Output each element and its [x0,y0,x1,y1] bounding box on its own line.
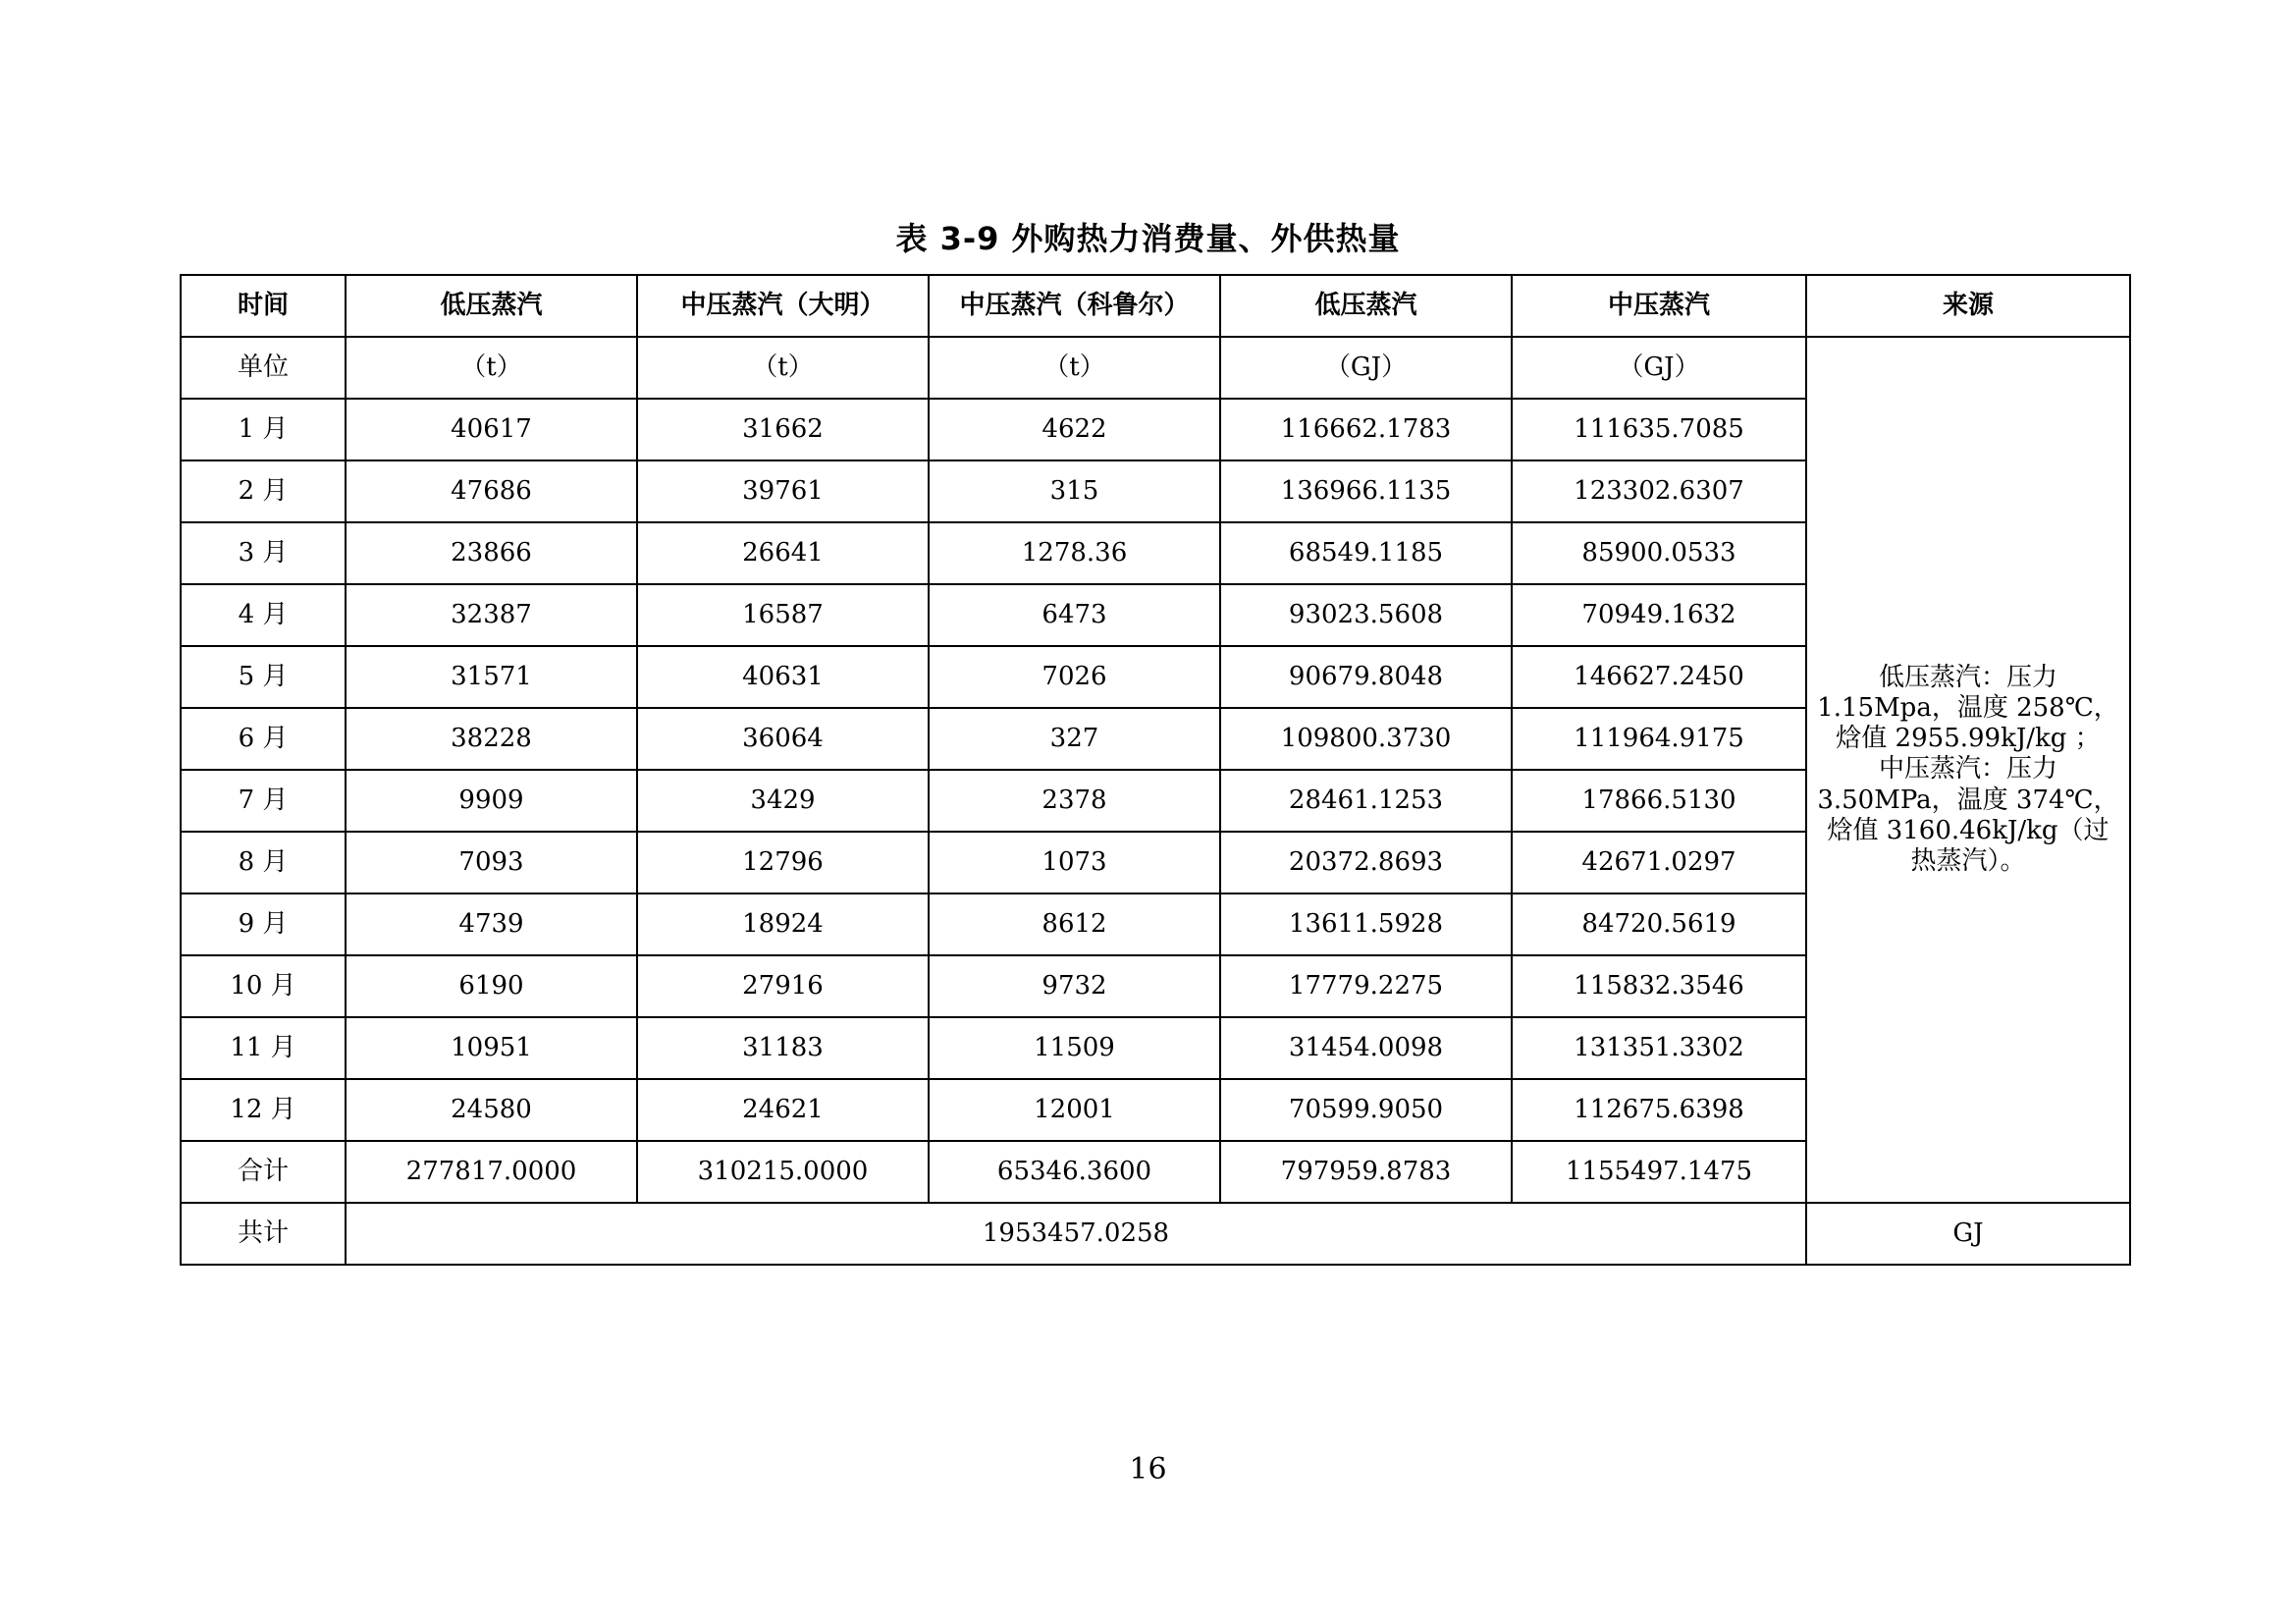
table-cell: 40617 [346,399,637,460]
unit-cell: （t） [346,337,637,399]
table-cell: 93023.5608 [1220,584,1512,646]
table-cell: 112675.6398 [1512,1079,1806,1141]
unit-cell: （t） [637,337,929,399]
table-cell: 9732 [929,955,1220,1017]
table-cell: 20372.8693 [1220,832,1512,893]
table-cell: 70949.1632 [1512,584,1806,646]
table-cell: 85900.0533 [1512,522,1806,584]
table-cell: 31183 [637,1017,929,1079]
table-cell: 4 月 [181,584,346,646]
table-cell: 6473 [929,584,1220,646]
table-cell: 7026 [929,646,1220,708]
table-cell: 8 月 [181,832,346,893]
table-cell: 2 月 [181,460,346,522]
table-cell: 合计 [181,1141,346,1203]
header-cell: 来源 [1806,275,2130,337]
table-cell: 1155497.1475 [1512,1141,1806,1203]
table-cell: 17866.5130 [1512,770,1806,832]
table-cell: 23866 [346,522,637,584]
table-cell: 38228 [346,708,637,770]
table-cell: 9909 [346,770,637,832]
header-cell: 低压蒸汽 [1220,275,1512,337]
table-cell: 109800.3730 [1220,708,1512,770]
table-cell: 111964.9175 [1512,708,1806,770]
total-value: 1953457.0258 [346,1203,1806,1265]
table-cell: 8612 [929,893,1220,955]
table-cell: 136966.1135 [1220,460,1512,522]
table-cell: 10 月 [181,955,346,1017]
table-cell: 31454.0098 [1220,1017,1512,1079]
unit-row [181,337,2130,399]
table-cell: 327 [929,708,1220,770]
table-cell: 84720.5619 [1512,893,1806,955]
source-line: 焓值 3160.46kJ/kg（过 [1827,815,2109,845]
source-line: 3.50MPa，温度 374℃， [1817,785,2119,815]
table-cell: 12 月 [181,1079,346,1141]
table-cell: 12796 [637,832,929,893]
table-cell: 27916 [637,955,929,1017]
table-cell: 18924 [637,893,929,955]
table-cell: 36064 [637,708,929,770]
table-cell: 39761 [637,460,929,522]
table-cell: 32387 [346,584,637,646]
table-cell: 10951 [346,1017,637,1079]
table-cell: 6190 [346,955,637,1017]
table-cell: 5 月 [181,646,346,708]
table-cell: 26641 [637,522,929,584]
table-cell: 115832.3546 [1512,955,1806,1017]
table-cell: 2378 [929,770,1220,832]
table-cell: 1073 [929,832,1220,893]
table-cell: 7 月 [181,770,346,832]
table-cell: 3 月 [181,522,346,584]
table-cell: 47686 [346,460,637,522]
source-line: 热蒸汽）。 [1910,845,2026,876]
table-cell: 116662.1783 [1220,399,1512,460]
source-line: 中压蒸汽：压力 [1878,754,2057,785]
total-row [181,1203,2130,1265]
table-cell: 11 月 [181,1017,346,1079]
table-cell: 277817.0000 [346,1141,637,1203]
table-cell: 3429 [637,770,929,832]
table-cell: 4622 [929,399,1220,460]
table-cell: 146627.2450 [1512,646,1806,708]
table-cell: 1278.36 [929,522,1220,584]
table-title: 表 3-9 外购热力消费量、外供热量 [895,220,1401,257]
table-cell: 1 月 [181,399,346,460]
table-cell: 24621 [637,1079,929,1141]
table-cell: 17779.2275 [1220,955,1512,1017]
table-cell: 310215.0000 [637,1141,929,1203]
unit-cell: 单位 [181,337,346,399]
table-cell: 42671.0297 [1512,832,1806,893]
header-cell: 时间 [181,275,346,337]
table-cell: 6 月 [181,708,346,770]
source-line: 低压蒸汽：压力 [1878,662,2057,692]
table-cell: 68549.1185 [1220,522,1512,584]
source-line: 焓值 2955.99kJ/kg ； [1836,724,2101,754]
table-cell: 40631 [637,646,929,708]
table-cell: 111635.7085 [1512,399,1806,460]
source-line: 1.15Mpa，温度 258℃， [1817,693,2119,724]
unit-cell: （GJ） [1220,337,1512,399]
table-cell: 31662 [637,399,929,460]
header-cell: 低压蒸汽 [346,275,637,337]
header-cell: 中压蒸汽（科鲁尔） [929,275,1220,337]
table-cell: 65346.3600 [929,1141,1220,1203]
unit-cell: （t） [929,337,1220,399]
table-cell: 31571 [346,646,637,708]
table-cell: 797959.8783 [1220,1141,1512,1203]
table-cell: 12001 [929,1079,1220,1141]
table-cell: 24580 [346,1079,637,1141]
page-number: 16 [1129,1452,1167,1487]
table-cell: 13611.5928 [1220,893,1512,955]
table-cell: 131351.3302 [1512,1017,1806,1079]
source-description [1806,337,2130,1203]
header-row [181,275,2130,337]
table-cell: 11509 [929,1017,1220,1079]
header-cell: 中压蒸汽 [1512,275,1806,337]
table-cell: 9 月 [181,893,346,955]
table-cell: 123302.6307 [1512,460,1806,522]
total-label: 共计 [181,1203,346,1265]
total-unit: GJ [1806,1203,2130,1265]
table-cell: 315 [929,460,1220,522]
table-cell: 4739 [346,893,637,955]
heat-consumption-table [180,274,2131,1266]
table-cell: 16587 [637,584,929,646]
unit-cell: （GJ） [1512,337,1806,399]
table-cell: 70599.9050 [1220,1079,1512,1141]
header-cell: 中压蒸汽（大明） [637,275,929,337]
table-cell: 7093 [346,832,637,893]
table-cell: 90679.8048 [1220,646,1512,708]
table-cell: 28461.1253 [1220,770,1512,832]
